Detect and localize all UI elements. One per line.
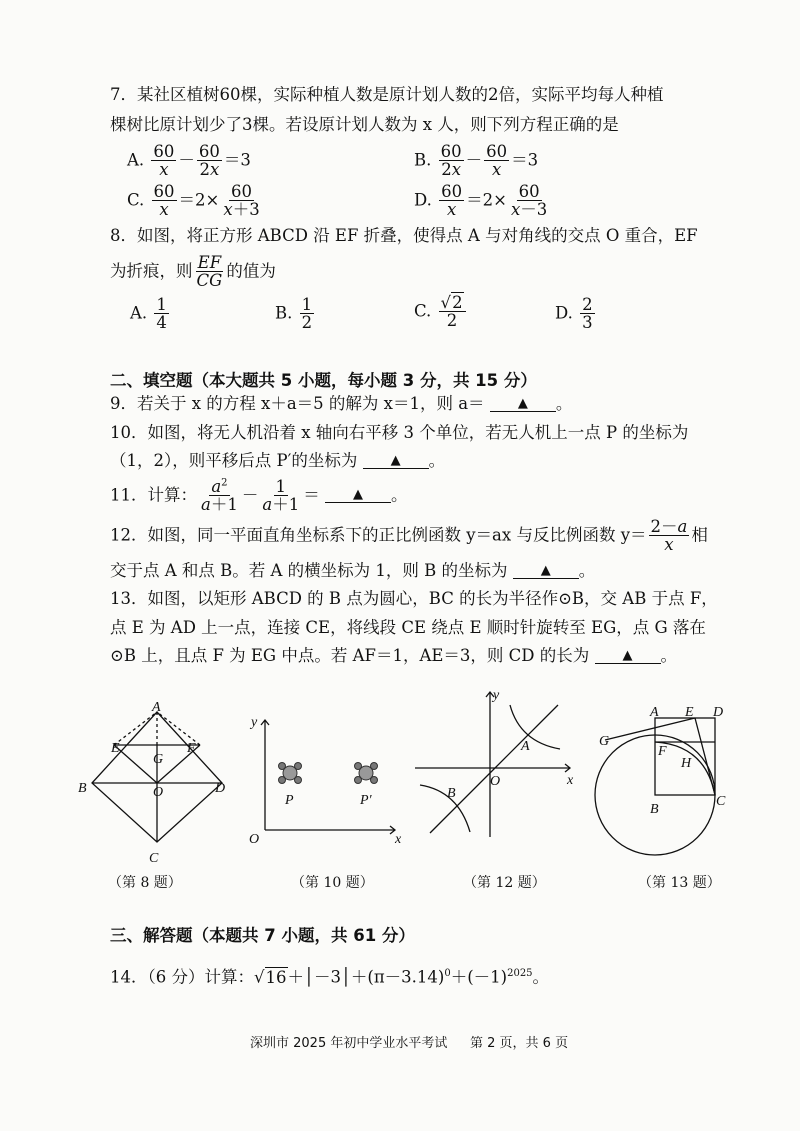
q10-blank: ▲ <box>363 453 429 469</box>
q10-line2: （1，2），则平移后点 P′的坐标为 ▲ 。 <box>110 451 446 470</box>
footer-page-number: 第 2 页，共 6 页 <box>470 1036 569 1051</box>
f12-label-y: y <box>493 688 500 703</box>
q8-option-b: B. $\frac{1}{2}$ <box>275 295 313 333</box>
f10-label-y: y <box>251 715 258 730</box>
q11-blank: ▲ <box>325 487 391 503</box>
q12-line2: 交于点 A 和点 B。若 A 的横坐标为 1，则 B 的坐标为 ▲ 。 <box>110 561 596 580</box>
f10-label-o: O <box>249 832 260 847</box>
f8-label-e: E <box>111 741 120 756</box>
q12-line1: 12．如图，同一平面直角坐标系下的正比例函数 y＝ax 与反比例函数 y＝ $\frac{2-a}{x}$ 相 <box>110 517 708 555</box>
footer-exam-title: 深圳市 2025 年初中学业水平考试 <box>250 1036 448 1051</box>
q8-line2: 为折痕，则 $\frac{EF}{CG}$ 的值为 <box>110 253 276 291</box>
f13-label-f: F <box>658 744 667 759</box>
f13-label-b: B <box>650 802 659 817</box>
figure-12 <box>410 687 580 847</box>
caption-fig10: （第 10 题） <box>291 875 374 891</box>
f13-label-g: G <box>599 734 610 749</box>
q7-line2: 棵树比原计划少了3棵。若设原计划人数为 x 人，则下列方程正确的是 <box>110 115 619 134</box>
q7-option-c: C. $\frac{60}{x}$ ＝2× $\frac{60}{x+3}$ <box>127 182 260 220</box>
q8-option-a: A. $\frac{1}{4}$ <box>130 295 167 333</box>
q10-line1: 10．如图，将无人机沿着 x 轴向右平移 3 个单位，若无人机上一点 P 的坐标为 <box>110 423 689 442</box>
f13-label-h: H <box>681 756 692 771</box>
q11: 11．计算： $\frac{a^2}{a+1}$ － $\frac{1}{a+1}$ ＝ ▲ 。 <box>110 477 408 515</box>
q7-option-a: A. $\frac{60}{x}$ － $\frac{60}{2x}$ ＝3 <box>127 142 251 180</box>
f12-label-x: x <box>567 773 574 788</box>
f10-label-p: P <box>285 793 294 808</box>
f10-label-x: x <box>395 832 402 847</box>
q7-option-d: D. $\frac{60}{x}$ ＝2× $\frac{60}{x-3}$ <box>414 182 548 220</box>
f13-label-a: A <box>650 705 659 720</box>
f8-label-a: A <box>152 700 161 715</box>
caption-fig13: （第 13 题） <box>638 875 721 891</box>
drone-translated-icon <box>355 763 378 784</box>
q13-line2: 点 E 为 AD 上一点，连接 CE，将线段 CE 绕点 E 顺时针旋转至 EG，点 G 落在 <box>110 618 706 637</box>
f8-label-f: F <box>187 741 196 756</box>
f8-label-b: B <box>78 781 87 796</box>
q14: 14．（6 分）计算：$√16+│-3│+(\pi-3.14)^0+(-1)^{2025}$。 <box>110 967 550 987</box>
f8-label-d: D <box>215 781 226 796</box>
f8-label-c: C <box>149 851 159 865</box>
section-3-title: 三、解答题（本题共 7 小题，共 61 分） <box>110 926 415 945</box>
f10-label-p-prime: P′ <box>360 793 372 808</box>
q13-blank: ▲ <box>595 648 661 664</box>
q8-line1: 8．如图，将正方形 ABCD 沿 EF 折叠，使得点 A 与对角线的交点 O 重合，EF <box>110 226 698 245</box>
f13-label-c: C <box>716 794 726 809</box>
f8-label-g: G <box>153 752 164 767</box>
q12-blank: ▲ <box>513 563 579 579</box>
section-2-title: 二、填空题（本大题共 5 小题，每小题 3 分，共 15 分） <box>110 371 537 390</box>
f13-label-e: E <box>685 705 694 720</box>
q13-line3: ⊙B 上，且点 F 为 EG 中点。若 AF＝1，AE＝3，则 CD 的长为 ▲ 。 <box>110 646 678 665</box>
q8-option-c: C. $\frac{√2}{2}$ <box>414 294 468 330</box>
caption-fig12: （第 12 题） <box>463 875 546 891</box>
f12-label-a: A <box>521 739 530 754</box>
q13-line1: 13．如图，以矩形 ABCD 的 B 点为圆心，BC 的长为半径作⊙B，交 AB 于点 F， <box>110 589 718 608</box>
q7-option-b: B. $\frac{60}{2x}$ － $\frac{60}{x}$ ＝3 <box>414 142 539 180</box>
figure-13 <box>585 700 760 865</box>
q9-blank: ▲ <box>490 396 556 412</box>
f13-label-d: D <box>713 705 724 720</box>
drone-icon <box>279 763 302 784</box>
q9: 9．若关于 x 的方程 x＋a＝5 的解为 x＝1，则 a＝ ▲ 。 <box>110 394 573 413</box>
q7-line1: 7．某社区植树60棵，实际种植人数是原计划人数的2倍，实际平均每人种植 <box>110 85 664 104</box>
f8-label-o: O <box>153 785 164 800</box>
figure-10 <box>245 712 410 847</box>
figure-8 <box>72 700 232 865</box>
f12-label-o: O <box>490 774 501 789</box>
q8-option-d: D. $\frac{2}{3}$ <box>555 295 593 333</box>
f12-label-b: B <box>447 786 456 801</box>
caption-fig8: （第 8 题） <box>108 875 182 891</box>
